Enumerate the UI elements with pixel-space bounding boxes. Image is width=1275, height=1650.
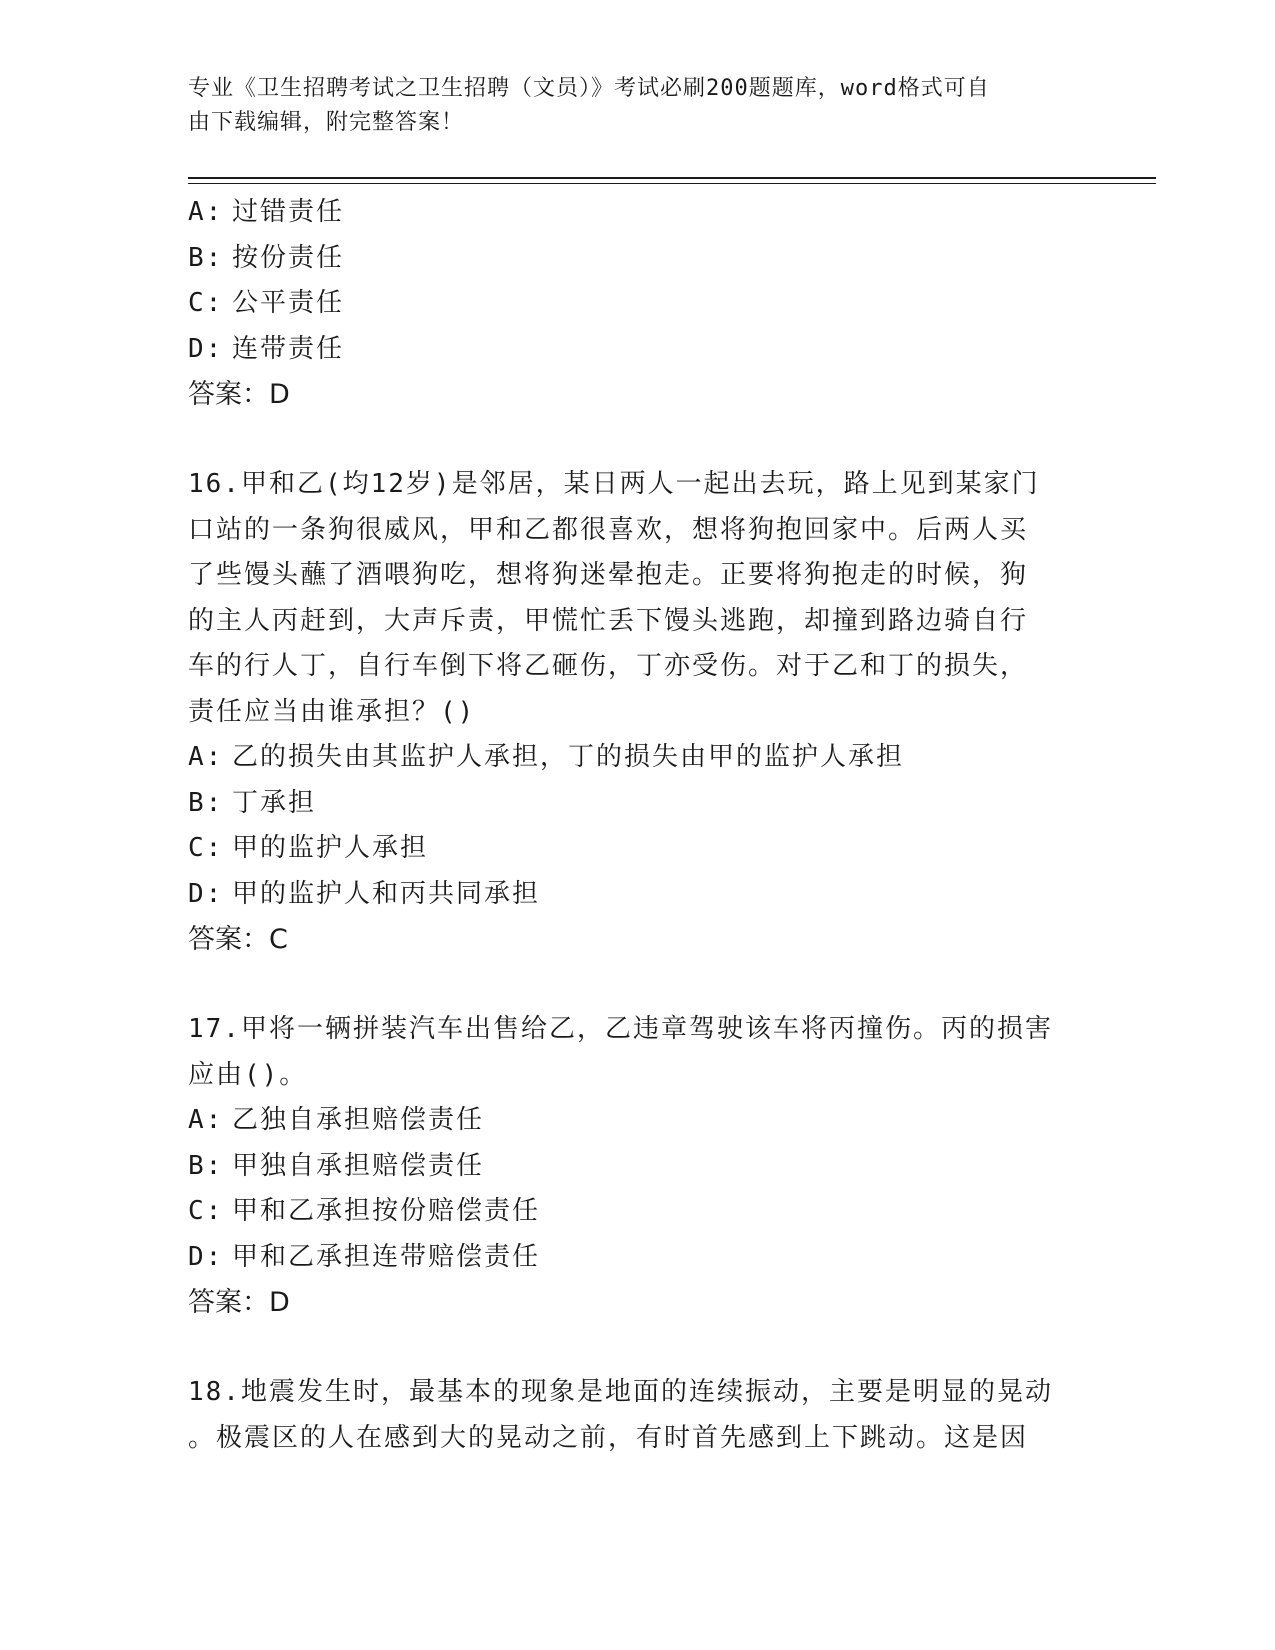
- option-letter: A:: [188, 742, 224, 772]
- question-line: 应由()。: [188, 1059, 308, 1090]
- header-rule-thin: [188, 183, 1156, 184]
- option-a: [188, 190, 1088, 236]
- option-letter: C:: [188, 288, 224, 318]
- question-line: 。极震区的人在感到大的晃动之前，有时首先感到上下跳动。这是因: [188, 1422, 1029, 1453]
- option-letter: B:: [188, 1150, 224, 1181]
- question-line: 17.甲将一辆拼装汽车出售给乙，乙违章驾驶该车将丙撞伤。丙的损害: [188, 1014, 1053, 1044]
- question-17: [188, 1007, 1088, 1326]
- answer-line: 答案：C: [188, 924, 288, 955]
- option-c: [188, 281, 1088, 327]
- option-text: 连带责任: [232, 333, 345, 364]
- question-15: [188, 190, 1088, 418]
- question-line: 的主人丙赶到，大声斥责，甲慌忙丢下馒头逃跑，却撞到路边骑自行: [188, 605, 1029, 636]
- question-stem: [188, 1007, 1088, 1098]
- question-line: 18.地震发生时，最基本的现象是地面的连续振动，主要是明显的晃动: [188, 1377, 1053, 1407]
- option-b: [188, 236, 1088, 282]
- option-text: 甲和乙承担连带赔偿责任: [232, 1241, 541, 1272]
- option-text: 甲和乙承担按份赔偿责任: [232, 1196, 541, 1226]
- option-text: 乙的损失由其监护人承担，丁的损失由甲的监护人承担: [232, 742, 905, 772]
- option-b: [188, 781, 1088, 827]
- spacer: [188, 1326, 1088, 1370]
- option-c: [188, 826, 1088, 872]
- question-stem: [188, 462, 1088, 735]
- question-line: 车的行人丁，自行车倒下将乙砸伤，丁亦受伤。对于乙和丁的损失，: [188, 651, 1029, 681]
- option-letter: A:: [188, 1105, 224, 1135]
- option-d: [188, 327, 1088, 373]
- question-line: 责任应当由谁承担？(): [188, 696, 476, 727]
- header-line-1: 专业《卫生招聘考试之卫生招聘（文员）》考试必刷200题题库，word格式可自: [188, 76, 990, 101]
- option-d: [188, 1235, 1088, 1281]
- spacer: [188, 418, 1088, 462]
- option-b: [188, 1144, 1088, 1190]
- option-c: [188, 1189, 1088, 1235]
- option-letter: C:: [188, 1196, 224, 1226]
- option-a: [188, 735, 1088, 781]
- option-letter: D:: [188, 1241, 224, 1272]
- option-a: [188, 1098, 1088, 1144]
- header-rule-thick: [188, 177, 1156, 179]
- header-line-2: 由下载编辑，附完整答案！: [188, 110, 465, 135]
- option-text: 过错责任: [232, 197, 345, 227]
- question-line: 16.甲和乙(均12岁)是邻居，某日两人一起出去玩，路上见到某家门: [188, 469, 1040, 499]
- option-text: 甲的监护人承担: [232, 833, 429, 863]
- question-line: 口站的一条狗很威风，甲和乙都很喜欢，想将狗抱回家中。后两人买: [188, 514, 1029, 545]
- option-text: 公平责任: [232, 288, 345, 318]
- option-letter: A:: [188, 197, 224, 227]
- question-line: 了些馒头蘸了酒喂狗吃，想将狗迷晕抱走。正要将狗抱走的时候，狗: [188, 560, 1029, 590]
- option-letter: D:: [188, 333, 224, 364]
- option-text: 丁承担: [232, 787, 317, 818]
- option-text: 按份责任: [232, 242, 345, 273]
- option-letter: D:: [188, 878, 224, 909]
- option-text: 甲的监护人和丙共同承担: [232, 878, 541, 909]
- option-letter: B:: [188, 787, 224, 818]
- spacer: [188, 963, 1088, 1007]
- option-letter: C:: [188, 833, 224, 863]
- option-letter: B:: [188, 242, 224, 273]
- question-18: [188, 1370, 1088, 1461]
- document-body: [188, 190, 1088, 1461]
- answer-line: 答案：D: [188, 379, 290, 410]
- document-header: [188, 72, 1078, 140]
- question-16: [188, 462, 1088, 963]
- option-d: [188, 872, 1088, 918]
- question-stem: [188, 1370, 1088, 1461]
- option-text: 乙独自承担赔偿责任: [232, 1105, 485, 1135]
- option-text: 甲独自承担赔偿责任: [232, 1150, 485, 1181]
- answer-line: 答案：D: [188, 1287, 290, 1318]
